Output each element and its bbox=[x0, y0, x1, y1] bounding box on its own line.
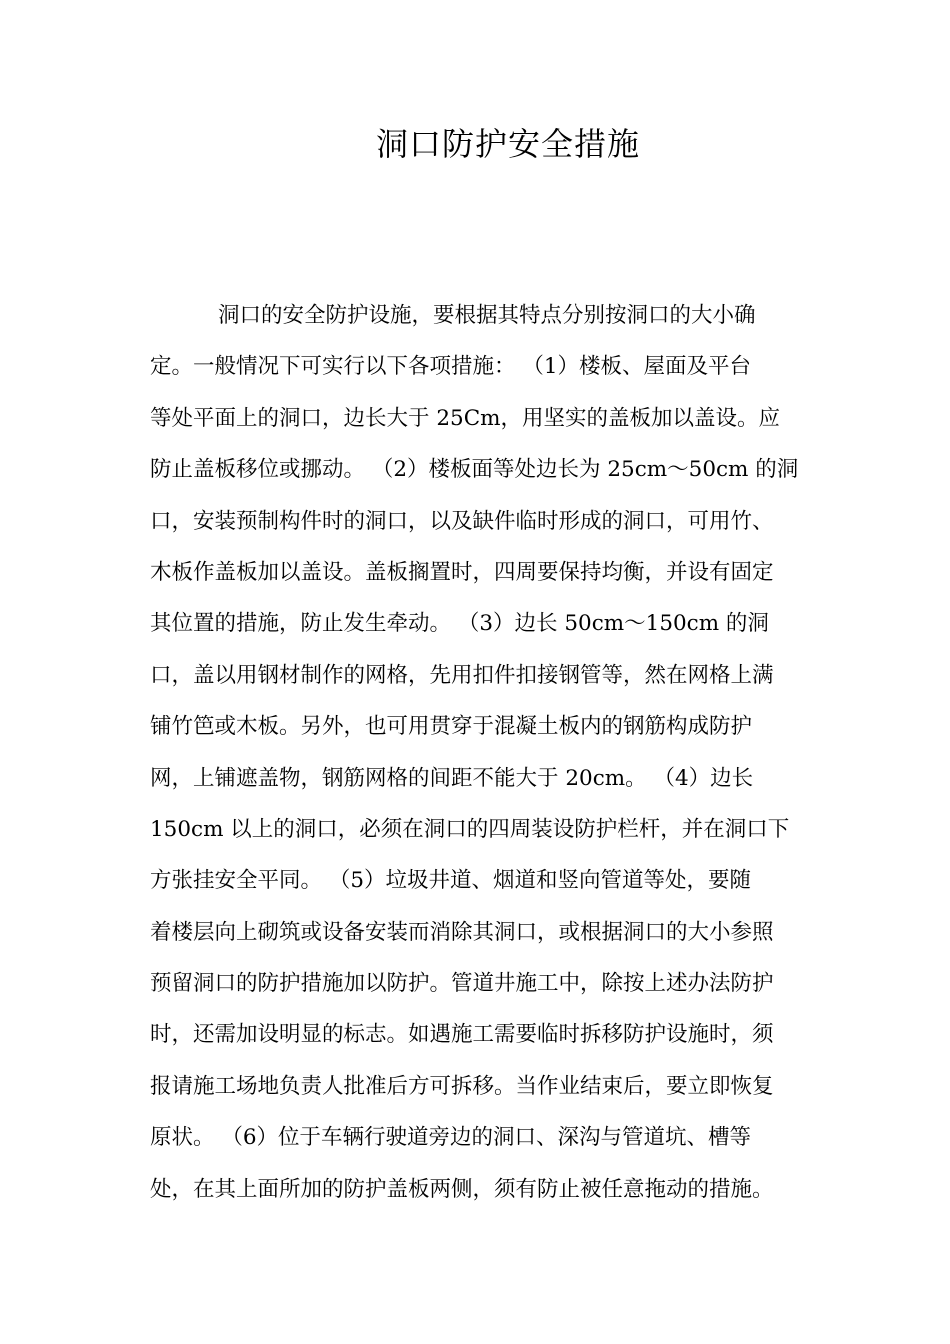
body-line: 报请施工场地负责人批准后方可拆移。当作业结束后，要立即恢复 bbox=[150, 1073, 774, 1099]
body-line: 其位置的措施，防止发生牵动。 （3）边长 50cm～150cm 的洞 bbox=[150, 611, 769, 637]
body-line: 着楼层向上砌筑或设备安装而消除其洞口，或根据洞口的大小参照 bbox=[150, 919, 774, 945]
body-line: 铺竹笆或木板。另外，也可用贯穿于混凝土板内的钢筋构成防护 bbox=[150, 714, 753, 740]
body-line: 木板作盖板加以盖设。盖板搁置时，四周要保持均衡，并设有固定 bbox=[150, 559, 774, 585]
body-line: 防止盖板移位或挪动。 （2）楼板面等处边长为 25cm～50cm 的洞 bbox=[150, 457, 799, 483]
document-body bbox=[150, 290, 810, 1215]
body-line: 处，在其上面所加的防护盖板两侧，须有防止被任意拖动的措施。 bbox=[150, 1176, 774, 1202]
body-line: 时，还需加设明显的标志。如遇施工需要临时拆移防护设施时，须 bbox=[150, 1022, 774, 1048]
body-line: 洞口的安全防护设施，要根据其特点分别按洞口的大小确 bbox=[218, 303, 756, 328]
body-line: 预留洞口的防护措施加以防护。管道井施工中，除按上述办法防护 bbox=[150, 971, 774, 997]
body-line: 方张挂安全平同。 （5）垃圾井道、烟道和竖向管道等处，要随 bbox=[150, 868, 752, 894]
body-line: 原状。 （6）位于车辆行驶道旁边的洞口、深沟与管道坑、槽等 bbox=[150, 1125, 752, 1151]
body-line: 口，盖以用钢材制作的网格，先用扣件扣接钢管等，然在网格上满 bbox=[150, 662, 774, 688]
body-line: 150cm 以上的洞口，必须在洞口的四周装设防护栏杆，并在洞口下 bbox=[150, 816, 790, 842]
body-line: 口，安装预制构件时的洞口，以及缺件临时形成的洞口，可用竹、 bbox=[150, 508, 774, 534]
body-line: 网，上铺遮盖物，钢筋网格的间距不能大于 20cm。 （4）边长 bbox=[150, 765, 754, 791]
body-line: 定。一般情况下可实行以下各项措施： （1）楼板、屋面及平台 bbox=[150, 354, 752, 380]
document-title: 洞口防护安全措施 bbox=[375, 125, 640, 163]
body-line: 等处平面上的洞口，边长大于 25Cm，用坚实的盖板加以盖设。应 bbox=[150, 405, 781, 431]
